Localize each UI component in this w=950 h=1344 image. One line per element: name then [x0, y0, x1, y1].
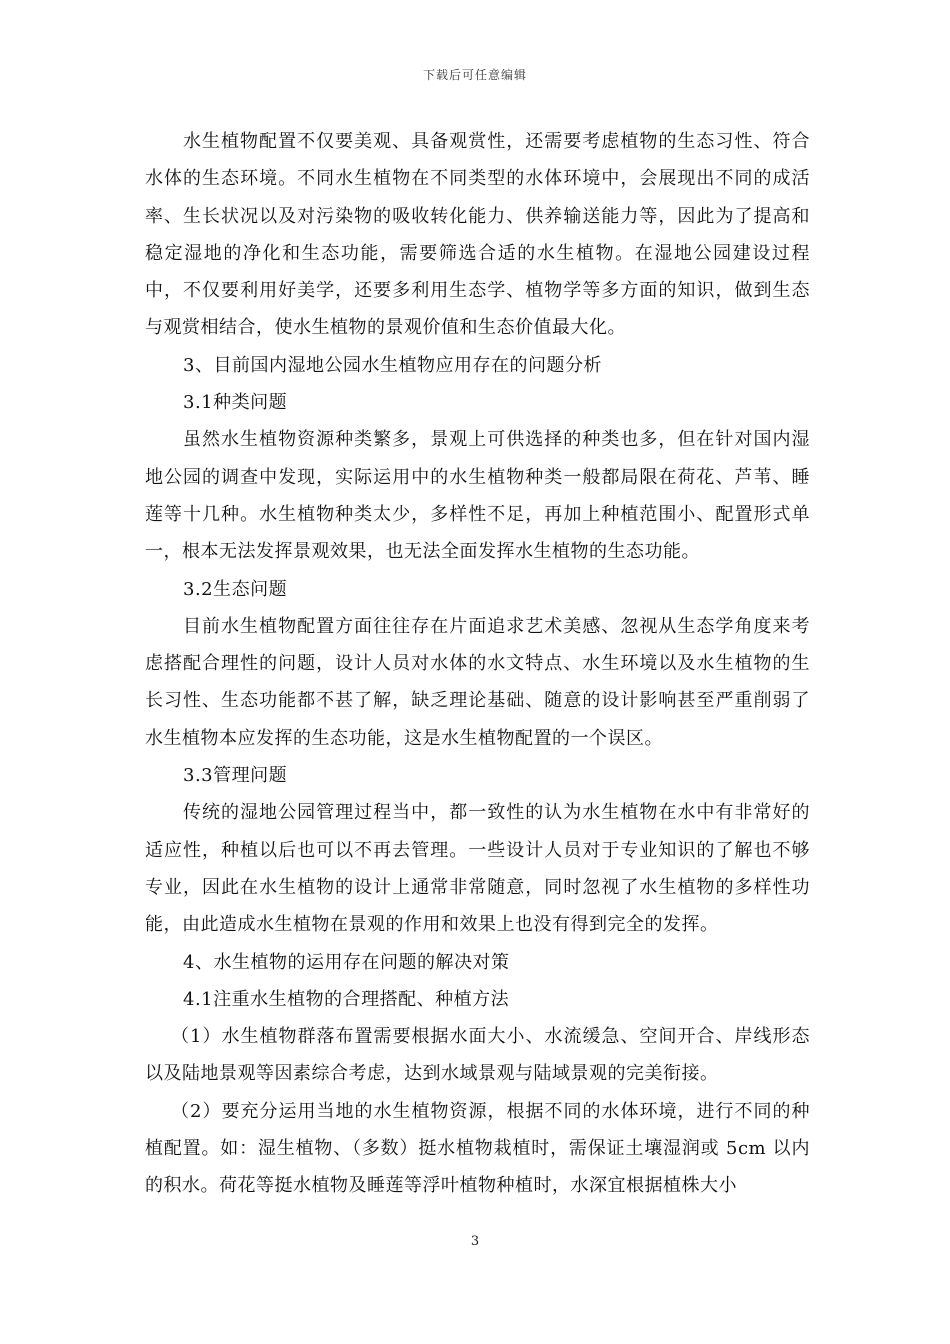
- subsection-heading-3-1: 3.1种类问题: [183, 392, 288, 414]
- paragraph-intro: 水生植物配置不仅要美观、具备观赏性，还需要考虑植物的生态习性、符合水体的生态环境。不同水生植物在不同类型的水体环境中，会展现出不同的成活率、生长状况以及对污染物的吸收转化能力、供养输送能力等，因此为了提高和稳定湿地的净化和生态功能，需要筛选合适的水生植物。在湿地公园建设过程中，不仅要利用好美学，还要多利用生态学、植物学等多方面的知识，做到生态与观赏相结合，使水生植物的景观价值和生态价值最大化。: [145, 131, 810, 339]
- paragraph-3-3: 传统的湿地公园管理过程当中，都一致性的认为水生植物在水中有非常好的适应性，种植以后也可以不再去管理。一些设计人员对于专业知识的了解也不够专业，因此在水生植物的设计上通常非常随意，同时忽视了水生植物的多样性功能，由此造成水生植物在景观的作用和效果上也没有得到完全的发挥。: [145, 802, 810, 936]
- document-body: [145, 123, 810, 1205]
- list-item-1: （1）水生植物群落布置需要根据水面大小、水流缓急、空间开合、岸线形态以及陆地景观等因素综合考虑，达到水域景观与陆域景观的完美衔接。: [145, 1026, 810, 1085]
- subsection-heading-3-3: 3.3管理问题: [183, 765, 288, 787]
- page-number: 3: [470, 1234, 480, 1249]
- section-heading-3: 3、目前国内湿地公园水生植物应用存在的问题分析: [183, 354, 602, 376]
- subsection-heading-3-2: 3.2生态问题: [183, 578, 288, 600]
- section-heading-4: 4、水生植物的运用存在问题的解决对策: [183, 951, 510, 973]
- paragraph-3-2: 目前水生植物配置方面往往存在片面追求艺术美感、忽视从生态学角度来考虑搭配合理性的问题，设计人员对水体的水文特点、水生环境以及水生植物的生长习性、生态功能都不甚了解，缺乏理论基础、随意的设计影响甚至严重削弱了水生植物本应发挥的生态功能，这是水生植物配置的一个误区。: [145, 615, 810, 749]
- page-header: 下载后可任意编辑: [422, 68, 527, 82]
- paragraph-3-1: 虽然水生植物资源种类繁多，景观上可供选择的种类也多，但在针对国内湿地公园的调查中发现，实际运用中的水生植物种类一般都局限在荷花、芦苇、睡莲等十几种。水生植物种类太少，多样性不足，再加上种植范围小、配置形式单一，根本无法发挥景观效果，也无法全面发挥水生植物的生态功能。: [145, 429, 810, 563]
- list-item-2: （2）要充分运用当地的水生植物资源，根据不同的水体环境，进行不同的种植配置。如：湿生植物、（多数）挺水植物栽植时，需保证土壤湿润或 5cm 以内的积水。荷花等挺水植物及睡莲等浮叶植物种植时，水深宜根据植株大小: [145, 1100, 810, 1197]
- subsection-heading-4-1: 4.1注重水生植物的合理搭配、种植方法: [183, 988, 510, 1010]
